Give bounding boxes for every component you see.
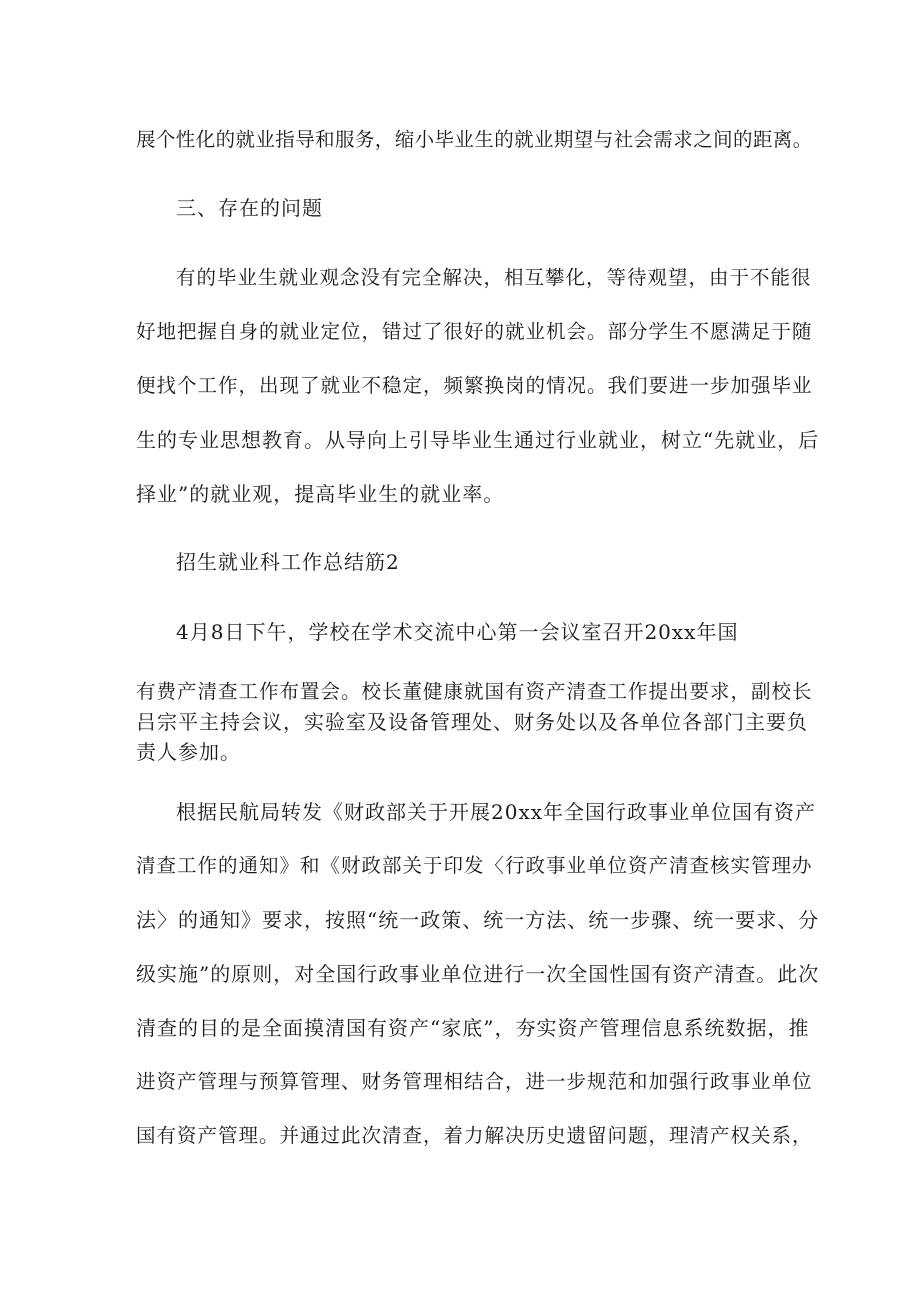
- section-heading-summary-2: 招生就业科工作总结筋2: [176, 550, 400, 574]
- text-line-10: 有费产清查工作布置会。校长董健康就国有资产清查工作提出要求，副校长: [136, 680, 813, 703]
- text-line-18: 进资产管理与预算管理、财务管理相结合，进一步规范和加强行政事业单位: [136, 1070, 813, 1093]
- text-line-15: 法〉的通知》要求，按照“统一政策、统一方法、统一步骤、统一要求、分: [136, 908, 820, 932]
- text-line-5: 便找个工作，出现了就业不稳定，频繁换岗的情况。我们要进一步加强毕业: [136, 374, 813, 397]
- text-line-13: 根据民航局转发《财政部关于开展20xx年全国行政事业单位国有资产: [176, 800, 817, 824]
- text-line-17: 清查的目的是全面摸清国有资产“家底”，夯实资产管理信息系统数据，推: [136, 1016, 810, 1040]
- text-line-3: 有的毕业生就业观念没有完全解决，相互攀化，等待观望，由于不能很: [176, 266, 812, 289]
- text-line-9: 4月8日下午，学校在学术交流中心第一会议室召开20xx年国: [176, 620, 739, 644]
- text-line-16: 级实施”的原则，对全国行政事业单位进行一次全国性国有资产清查。此次: [136, 962, 820, 986]
- text-line-1: 展个性化的就业指导和服务，缩小毕业生的就业期望与社会需求之间的距离。: [136, 128, 813, 151]
- text-line-12: 责人参加。: [136, 740, 241, 764]
- text-line-6: 生的专业思想教育。从导向上引导毕业生通过行业就业，树立“先就业，后: [136, 428, 820, 452]
- section-heading-problems: 三、存在的问题: [176, 196, 323, 220]
- text-line-19: 国有资产管理。并通过此次清查，着力解决历史遗留问题，理清产权关系，: [136, 1124, 813, 1147]
- text-line-7: 择业”的就业观，提高毕业生的就业率。: [136, 482, 505, 506]
- text-line-14: 清查工作的通知》和《财政部关于印发〈行政事业单位资产清查核实管理办: [136, 854, 813, 877]
- text-line-11: 吕宗平主持会议，实验室及设备管理处、财务处以及各单位各部门主要负: [136, 710, 808, 734]
- text-line-4: 好地把握自身的就业定位，错过了很好的就业机会。部分学生不愿满足于随: [136, 320, 813, 343]
